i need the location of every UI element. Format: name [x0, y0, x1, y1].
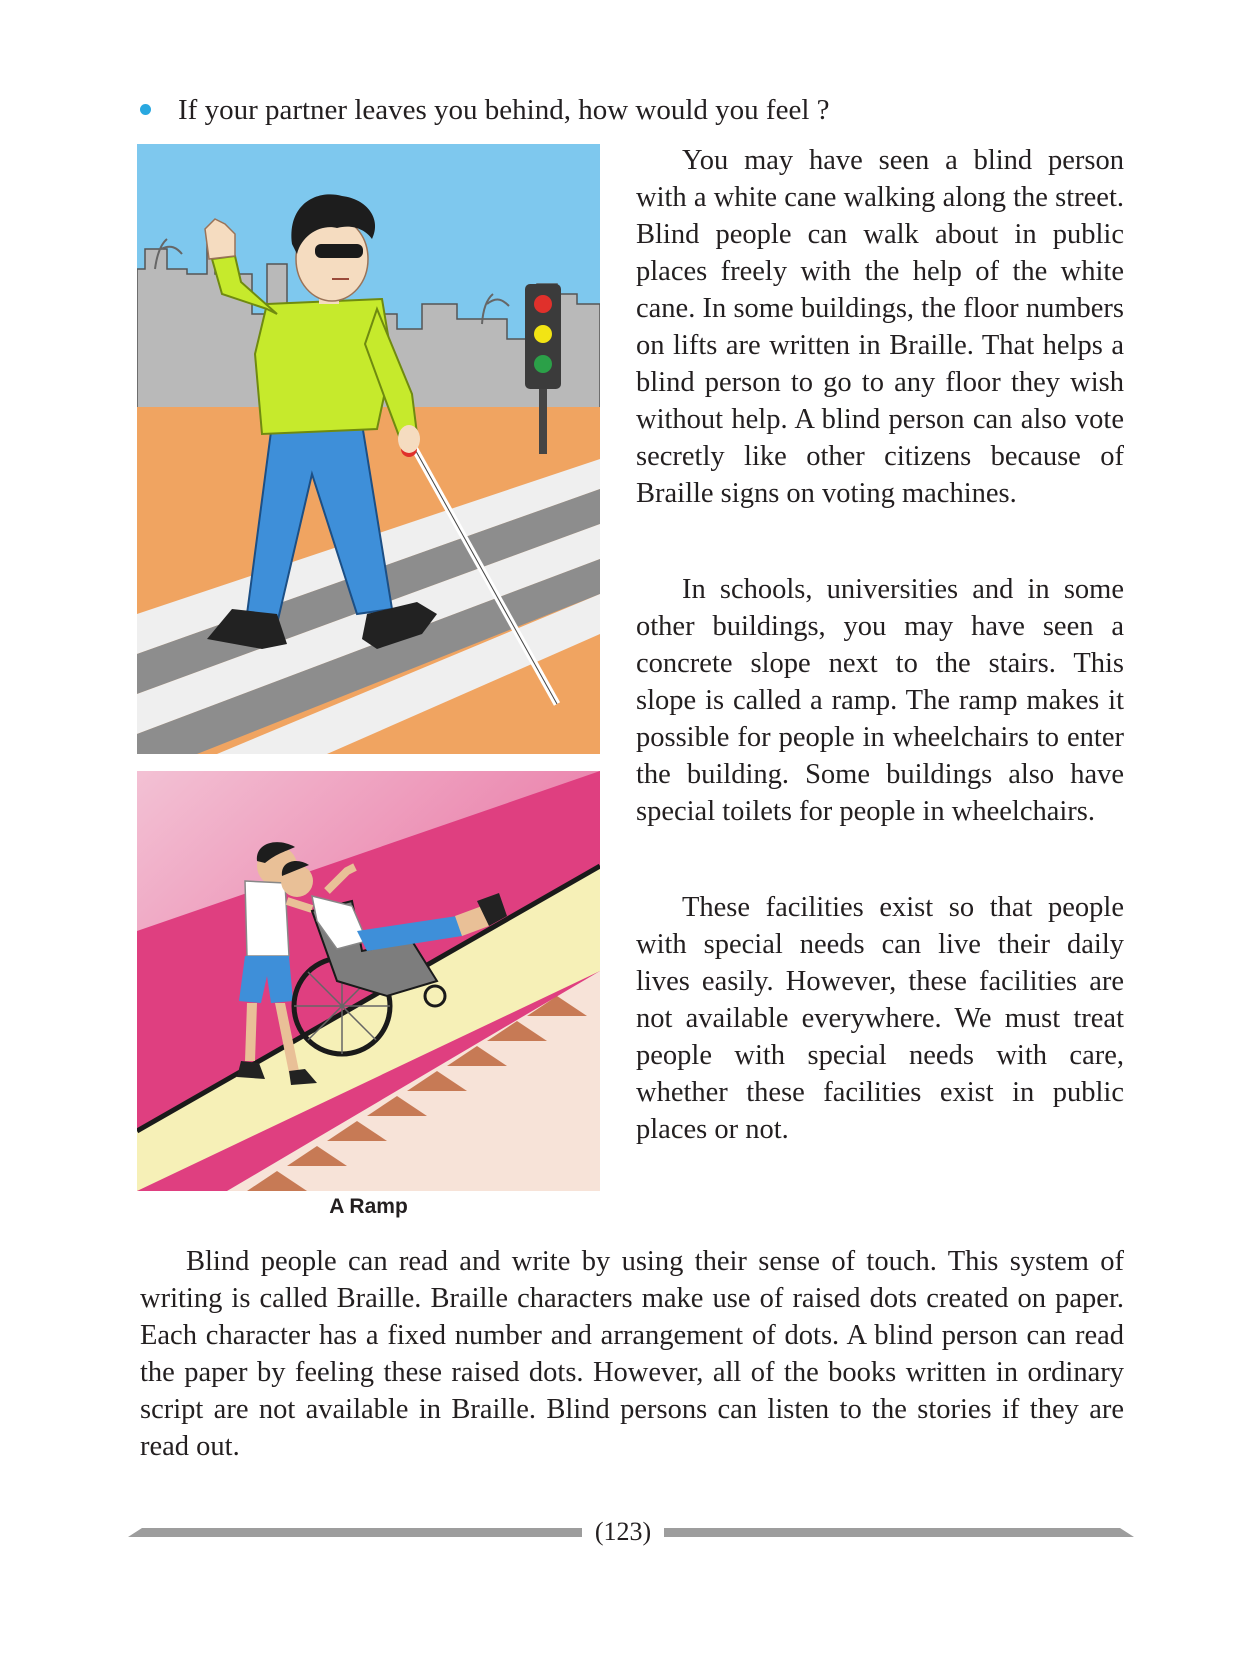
ramp-illustration: [137, 771, 600, 1191]
question-bullet: [140, 92, 830, 128]
blind-man-with-cane-illustration: [137, 144, 600, 754]
paragraph-braille: Blind people can read and write by using their sense of touch. This system of writing is called Braille. Braille characters make use of raised dots created on paper. Each character has a fixed number and arrangement of dots. A blind person can read the paper by feeling these raised dots. However, all of the books written in ordinary script are not available in Braille. Blind persons can listen to the stories if they are read out.: [140, 1246, 1124, 1462]
paragraph-ramp: In schools, universities and in some other buildings, you may have seen a concrete slope next to the stairs. This slope is called a ramp. The ramp makes it possible for people in wheelchairs to enter the building. Some buildings also have special toilets for people in wheelchairs.: [636, 574, 1124, 827]
page-number: (123): [594, 1517, 652, 1546]
question-text: If your partner leaves you behind, how would you feel ?: [178, 94, 830, 126]
paragraph-facilities: These facilities exist so that people with special needs can live their daily lives easily. However, these facilities are not available everywhere. We must treat people with special needs with care, whether these facilities exist in public places or not.: [636, 892, 1124, 1145]
bullet-dot-icon: [140, 104, 151, 115]
footer-rule-right: [664, 1528, 1134, 1537]
paragraph-white-cane: You may have seen a blind person with a white cane walking along the street. Blind people can walk about in public places freely with the help of the white cane. In some buildings, the floor numbers on lifts are written in Braille. That helps a blind person to go to any floor they wish without help. A blind person can also vote secretly like other citizens because of Braille signs on voting machines.: [636, 145, 1124, 509]
figure-caption: A Ramp: [329, 1195, 408, 1218]
footer-rule-left: [128, 1528, 582, 1537]
